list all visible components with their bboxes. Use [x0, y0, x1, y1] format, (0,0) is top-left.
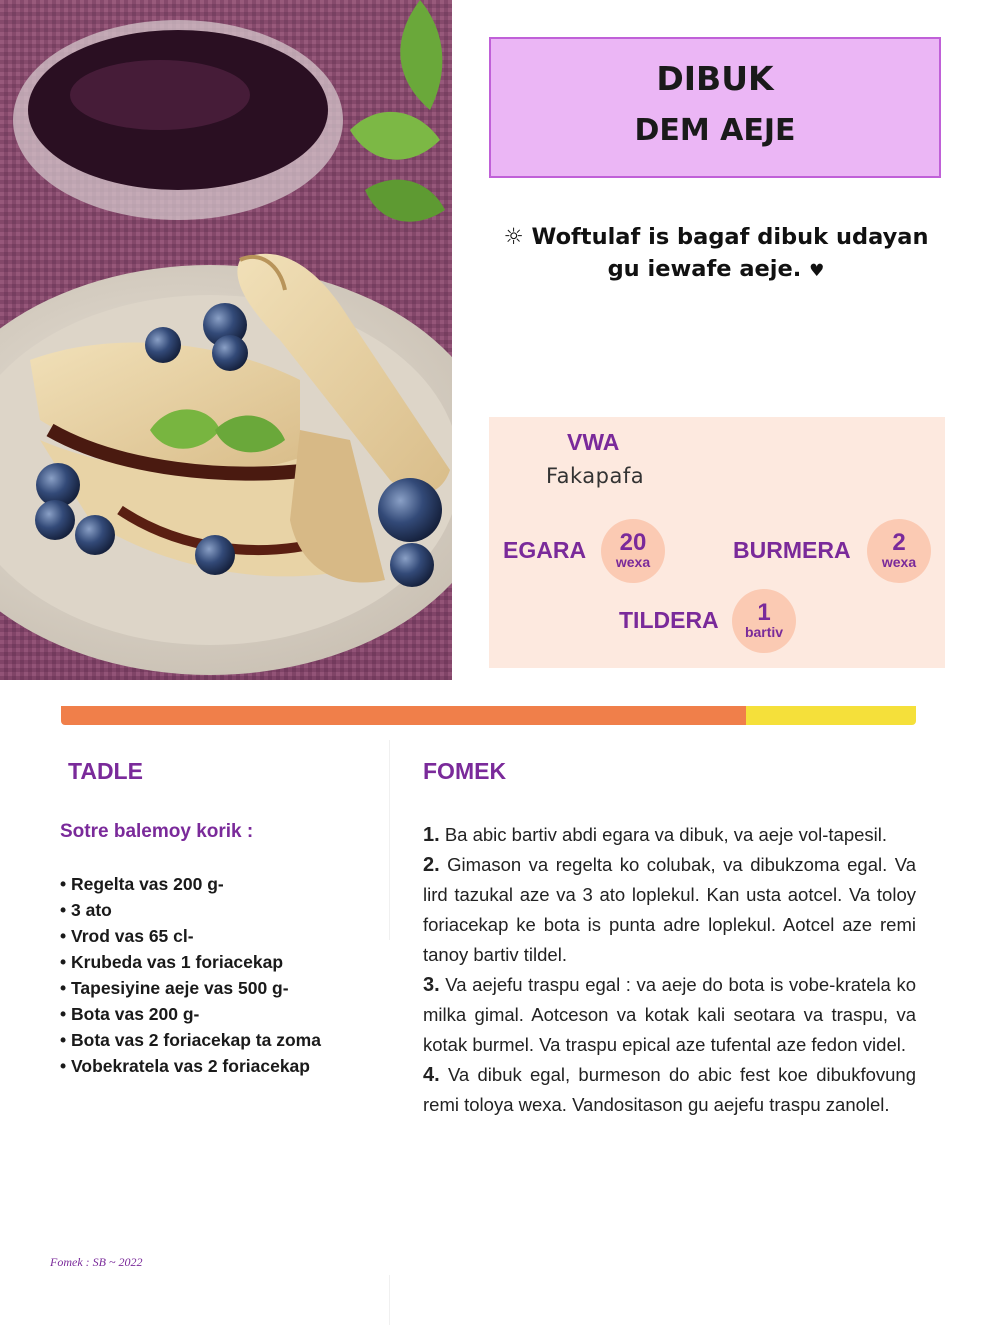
ingredient-item: • Tapesiyine aeje vas 500 g- [60, 975, 321, 1001]
crepe-photo [0, 0, 452, 680]
method-step [423, 850, 916, 970]
step-number: 1. [423, 824, 440, 846]
step-number: 4. [423, 1064, 440, 1086]
recipe-info-panel [489, 417, 945, 668]
egara-value: 20 [619, 529, 647, 556]
column-divider [389, 740, 390, 940]
ingredient-item: • Vobekratela vas 2 foriacekap [60, 1053, 321, 1079]
ingredient-item: • Krubeda vas 1 foriacekap [60, 949, 321, 975]
method-step [423, 820, 916, 850]
egara-unit: wexa [615, 554, 651, 570]
step-number: 2. [423, 854, 440, 876]
burmera-label: BURMERA [733, 537, 851, 563]
burmera-unit: wexa [881, 554, 917, 570]
step-text: Ba abic bartiv abdi egara va dibuk, va aeje vol-tapesil. [439, 824, 888, 845]
sun-icon: ☼ [503, 224, 524, 250]
tildera-badge [732, 589, 796, 653]
step-text: Va dibuk egal, burmeson do abic fest koe dibukfovung remi toloya wexa. Vandositason gu aejefu traspu zanolel. [423, 1064, 916, 1115]
tagline-text: Woftulaf is bagaf dibuk udayan gu iewafe aeje. [531, 224, 929, 282]
heart-icon: ♥ [809, 261, 825, 281]
tagline [500, 221, 932, 287]
egara-badge [601, 519, 665, 583]
ingredients-list [60, 871, 321, 1079]
recipe-subtitle: DEM AEJE [634, 113, 796, 148]
ingredient-item: • Vrod vas 65 cl- [60, 923, 321, 949]
ingredient-item: • 3 ato [60, 897, 321, 923]
method-heading: FOMEK [423, 758, 507, 784]
method-step [423, 970, 916, 1060]
recipe-title-box [489, 37, 941, 178]
column-divider [389, 1275, 390, 1325]
tildera-label: TILDERA [619, 607, 719, 633]
tildera-value: 1 [757, 599, 771, 626]
step-text: Gimason va regelta ko colubak, va dibukzoma egal. Va lird tazukal aze va 3 ato loplekul. Kan usta aotcel. Va toloy foriacekap ke bota is punta adre loplekul. Aotcel aze remi tanoy bartiv tildel. [423, 854, 916, 965]
burmera-badge [867, 519, 931, 583]
progress-bar-remainder [746, 706, 916, 725]
tildera-unit: bartiv [744, 624, 784, 640]
ingredient-item: • Regelta vas 200 g- [60, 871, 321, 897]
ingredient-item: • Bota vas 200 g- [60, 1001, 321, 1027]
egara-label: EGARA [503, 537, 587, 563]
step-text: Va aejefu traspu egal : va aeje do bota is vobe-kratela ko milka gimal. Aotceson va kotak kali seotara va traspu, va kotak burmel. Va traspu epical aze tufental aze fedon videl. [423, 974, 916, 1055]
ingredient-item: • Bota vas 2 foriacekap ta zoma [60, 1027, 321, 1053]
progress-bar [61, 706, 916, 725]
vwa-value: Fakapafa [546, 464, 645, 488]
ingredients-heading: TADLE [68, 758, 143, 784]
vwa-label: VWA [567, 429, 620, 455]
burmera-value: 2 [892, 529, 906, 556]
ingredients-subtitle: Sotre balemoy korik : [60, 821, 254, 842]
footer-credit: Fomek : SB ~ 2022 [50, 1255, 143, 1269]
step-number: 3. [423, 974, 440, 996]
progress-bar-fill [61, 706, 746, 725]
method-step [423, 1060, 916, 1120]
recipe-title: DIBUK [656, 59, 774, 98]
method-steps [423, 820, 916, 1120]
